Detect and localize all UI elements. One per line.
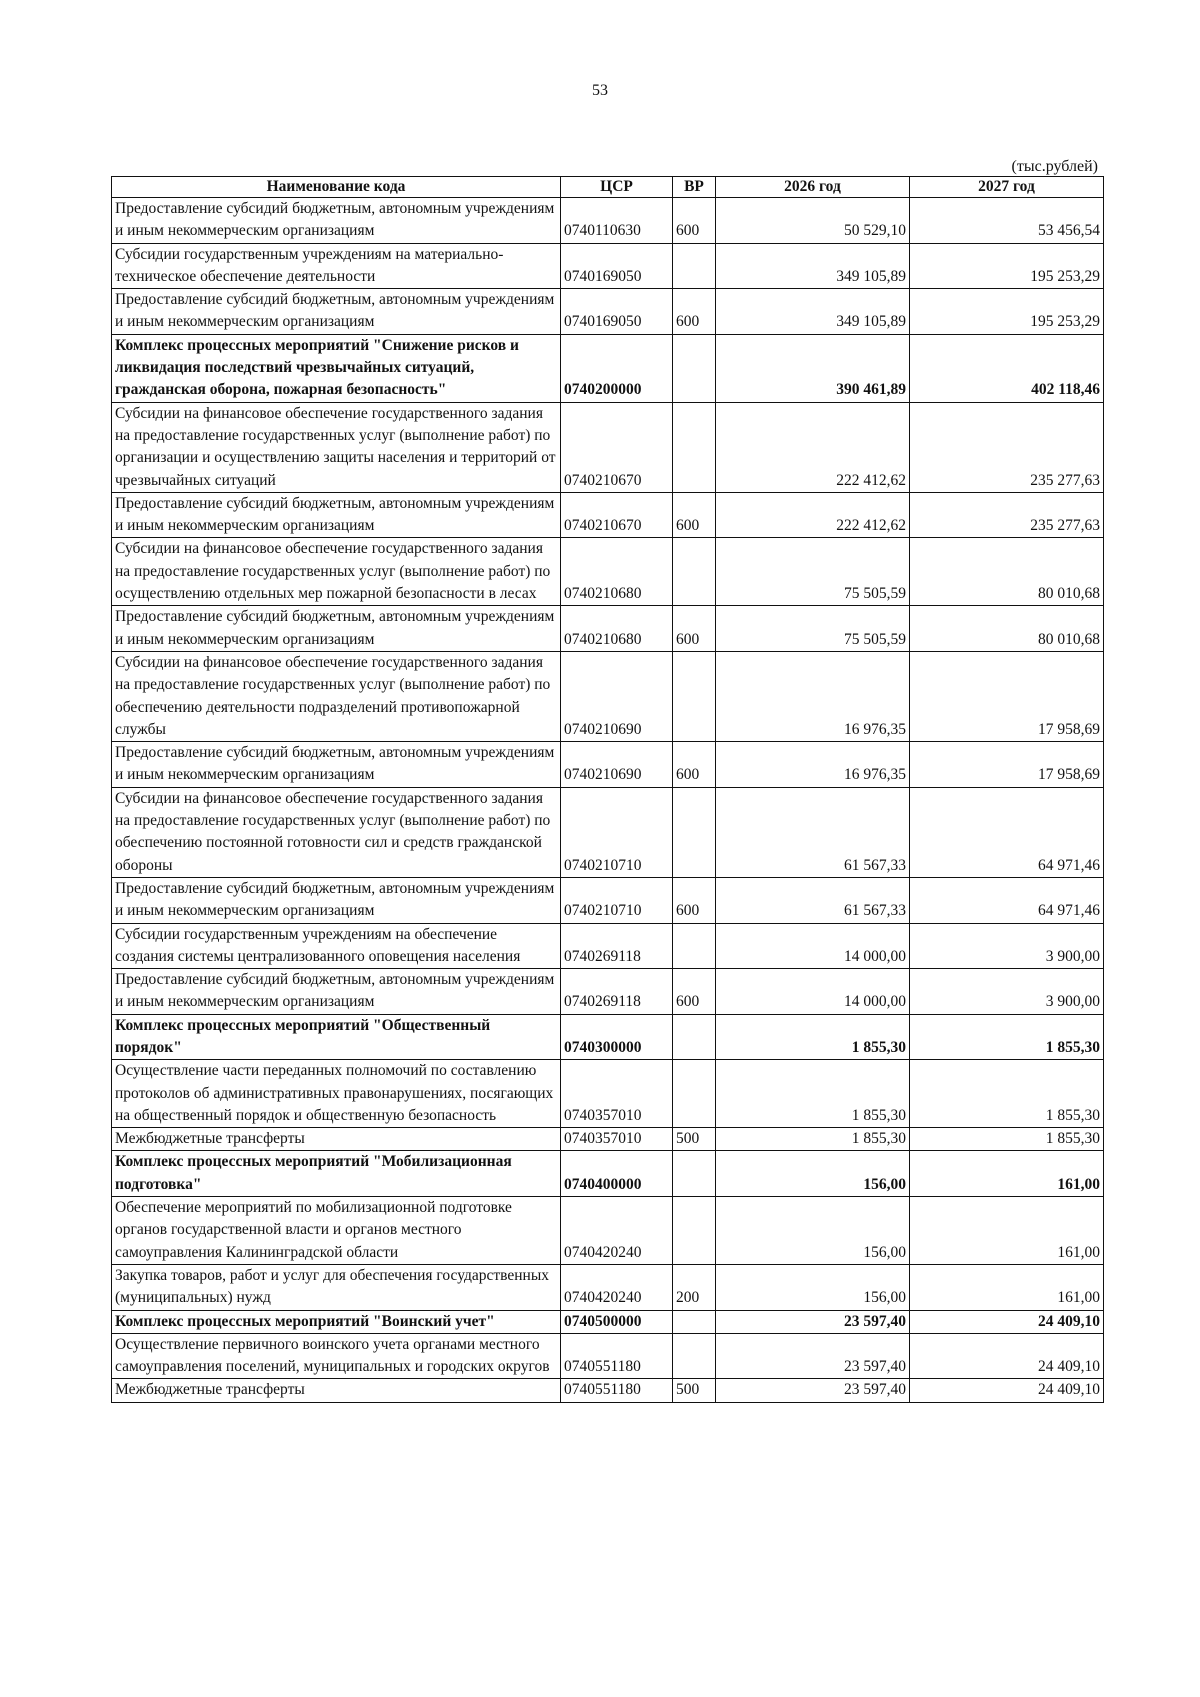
row-name: Обеспечение мероприятий по мобилизационной подготовке органов государственной власти и органов местного самоуправления Калининградской области: [112, 1197, 561, 1265]
row-2026: 390 461,89: [716, 334, 910, 402]
row-2026: 16 976,35: [716, 651, 910, 741]
row-2027: 80 010,68: [910, 606, 1104, 652]
table-header-row: [112, 177, 1104, 198]
row-2026: 14 000,00: [716, 969, 910, 1015]
row-2027: 195 253,29: [910, 243, 1104, 289]
row-name: Предоставление субсидий бюджетным, автономным учреждениям и иным некоммерческим организациям: [112, 492, 561, 538]
table-row: [112, 606, 1104, 652]
row-csr: 0740110630: [561, 198, 673, 244]
row-name: Субсидии на финансовое обеспечение государственного задания на предоставление государственных услуг (выполнение работ) по обеспечению деятельности подразделений противопожарной службы: [112, 651, 561, 741]
row-vr: 600: [673, 492, 716, 538]
table-body: [112, 198, 1104, 1403]
row-2026: 61 567,33: [716, 877, 910, 923]
row-csr: 0740357010: [561, 1128, 673, 1151]
table-row: [112, 334, 1104, 402]
table-row: [112, 969, 1104, 1015]
table-row: [112, 877, 1104, 923]
table-row: [112, 1060, 1104, 1128]
row-name: Предоставление субсидий бюджетным, автономным учреждениям и иным некоммерческим организациям: [112, 742, 561, 788]
row-2027: 17 958,69: [910, 742, 1104, 788]
row-name: Предоставление субсидий бюджетным, автономным учреждениям и иным некоммерческим организациям: [112, 606, 561, 652]
row-2026: 156,00: [716, 1151, 910, 1197]
row-csr: 0740210690: [561, 742, 673, 788]
row-2027: 195 253,29: [910, 289, 1104, 335]
row-csr: 0740169050: [561, 289, 673, 335]
row-2027: 80 010,68: [910, 538, 1104, 606]
table-row: [112, 492, 1104, 538]
table-row: [112, 1197, 1104, 1265]
row-2026: 349 105,89: [716, 243, 910, 289]
row-name: Предоставление субсидий бюджетным, автономным учреждениям и иным некоммерческим организациям: [112, 877, 561, 923]
row-2027: 24 409,10: [910, 1379, 1104, 1402]
row-name: Комплекс процессных мероприятий "Снижение рисков и ликвидация последствий чрезвычайных ситуаций, гражданская оборона, пожарная безопасность": [112, 334, 561, 402]
row-csr: 0740400000: [561, 1151, 673, 1197]
row-vr: [673, 787, 716, 877]
budget-table: [111, 176, 1104, 1403]
row-csr: 0740357010: [561, 1060, 673, 1128]
row-2027: 1 855,30: [910, 1060, 1104, 1128]
table-row: [112, 538, 1104, 606]
row-csr: 0740210670: [561, 492, 673, 538]
row-2026: 156,00: [716, 1264, 910, 1310]
row-vr: 500: [673, 1379, 716, 1402]
table-row: [112, 1151, 1104, 1197]
row-2027: 161,00: [910, 1151, 1104, 1197]
row-2027: 161,00: [910, 1197, 1104, 1265]
row-vr: [673, 651, 716, 741]
row-vr: [673, 1014, 716, 1060]
row-2026: 1 855,30: [716, 1060, 910, 1128]
row-vr: [673, 243, 716, 289]
row-vr: [673, 923, 716, 969]
row-csr: 0740551180: [561, 1333, 673, 1379]
row-2027: 235 277,63: [910, 492, 1104, 538]
row-csr: 0740420240: [561, 1197, 673, 1265]
row-name: Комплекс процессных мероприятий "Мобилизационная подготовка": [112, 1151, 561, 1197]
row-csr: 0740169050: [561, 243, 673, 289]
table-row: [112, 787, 1104, 877]
row-name: Предоставление субсидий бюджетным, автономным учреждениям и иным некоммерческим организациям: [112, 969, 561, 1015]
row-vr: [673, 1333, 716, 1379]
page-number: 53: [592, 82, 608, 99]
row-name: Предоставление субсидий бюджетным, автономным учреждениям и иным некоммерческим организациям: [112, 198, 561, 244]
table-row: [112, 1264, 1104, 1310]
row-vr: [673, 1197, 716, 1265]
table-row: [112, 923, 1104, 969]
row-name: Субсидии на финансовое обеспечение государственного задания на предоставление государственных услуг (выполнение работ) по обеспечению постоянной готовности сил и средств гражданской обороны: [112, 787, 561, 877]
row-2026: 14 000,00: [716, 923, 910, 969]
row-name: Субсидии государственным учреждениям на обеспечение создания системы централизованного оповещения населения: [112, 923, 561, 969]
units-label: (тыс.рублей): [1011, 158, 1098, 175]
row-csr: 0740210680: [561, 538, 673, 606]
row-2027: 24 409,10: [910, 1333, 1104, 1379]
row-vr: 600: [673, 289, 716, 335]
row-2027: 1 855,30: [910, 1128, 1104, 1151]
row-2027: 64 971,46: [910, 787, 1104, 877]
row-csr: 0740269118: [561, 969, 673, 1015]
row-2027: 402 118,46: [910, 334, 1104, 402]
header-vr: ВР: [673, 177, 716, 198]
row-name: Межбюджетные трансферты: [112, 1379, 561, 1402]
header-csr: ЦСР: [561, 177, 673, 198]
row-csr: 0740420240: [561, 1264, 673, 1310]
row-csr: 0740210690: [561, 651, 673, 741]
row-vr: 600: [673, 198, 716, 244]
row-2026: 156,00: [716, 1197, 910, 1265]
table-row: [112, 243, 1104, 289]
row-2026: 16 976,35: [716, 742, 910, 788]
row-name: Осуществление части переданных полномочий по составлению протоколов об административных правонарушениях, посягающих на общественный порядок и общественную безопасность: [112, 1060, 561, 1128]
row-2026: 222 412,62: [716, 402, 910, 492]
table-row: [112, 1310, 1104, 1333]
row-vr: [673, 402, 716, 492]
row-2027: 1 855,30: [910, 1014, 1104, 1060]
row-name: Закупка товаров, работ и услуг для обеспечения государственных (муниципальных) нужд: [112, 1264, 561, 1310]
row-csr: 0740210680: [561, 606, 673, 652]
row-2026: 50 529,10: [716, 198, 910, 244]
row-vr: 600: [673, 877, 716, 923]
table-row: [112, 651, 1104, 741]
row-vr: 200: [673, 1264, 716, 1310]
row-vr: [673, 334, 716, 402]
row-2027: 3 900,00: [910, 923, 1104, 969]
row-vr: 600: [673, 606, 716, 652]
row-csr: 0740200000: [561, 334, 673, 402]
row-csr: 0740269118: [561, 923, 673, 969]
table-row: [112, 742, 1104, 788]
table-row: [112, 402, 1104, 492]
row-csr: 0740210710: [561, 787, 673, 877]
row-csr: 0740551180: [561, 1379, 673, 1402]
row-name: Осуществление первичного воинского учета органами местного самоуправления поселений, муниципальных и городских округов: [112, 1333, 561, 1379]
table-row: [112, 289, 1104, 335]
row-csr: 0740500000: [561, 1310, 673, 1333]
row-csr: 0740210710: [561, 877, 673, 923]
row-2027: 53 456,54: [910, 198, 1104, 244]
row-2027: 24 409,10: [910, 1310, 1104, 1333]
row-name: Комплекс процессных мероприятий "Воинский учет": [112, 1310, 561, 1333]
row-2026: 1 855,30: [716, 1128, 910, 1151]
row-name: Комплекс процессных мероприятий "Общественный порядок": [112, 1014, 561, 1060]
row-2026: 222 412,62: [716, 492, 910, 538]
row-2026: 61 567,33: [716, 787, 910, 877]
row-vr: 600: [673, 969, 716, 1015]
row-2027: 235 277,63: [910, 402, 1104, 492]
row-name: Субсидии на финансовое обеспечение государственного задания на предоставление государственных услуг (выполнение работ) по организации и осуществлению защиты населения и территорий от чрезвычайных ситуаций: [112, 402, 561, 492]
row-name: Субсидии на финансовое обеспечение государственного задания на предоставление государственных услуг (выполнение работ) по осуществлению отдельных мер пожарной безопасности в лесах: [112, 538, 561, 606]
header-2026: 2026 год: [716, 177, 910, 198]
row-2026: 349 105,89: [716, 289, 910, 335]
table-row: [112, 1379, 1104, 1402]
row-2027: 161,00: [910, 1264, 1104, 1310]
row-vr: 500: [673, 1128, 716, 1151]
row-2027: 17 958,69: [910, 651, 1104, 741]
row-vr: [673, 1151, 716, 1197]
row-2027: 64 971,46: [910, 877, 1104, 923]
row-2026: 23 597,40: [716, 1333, 910, 1379]
table-row: [112, 1128, 1104, 1151]
row-2026: 1 855,30: [716, 1014, 910, 1060]
row-name: Предоставление субсидий бюджетным, автономным учреждениям и иным некоммерческим организациям: [112, 289, 561, 335]
row-vr: 600: [673, 742, 716, 788]
row-vr: [673, 1060, 716, 1128]
row-2027: 3 900,00: [910, 969, 1104, 1015]
row-2026: 75 505,59: [716, 606, 910, 652]
table-row: [112, 1333, 1104, 1379]
row-csr: 0740210670: [561, 402, 673, 492]
row-vr: [673, 538, 716, 606]
row-2026: 23 597,40: [716, 1310, 910, 1333]
row-name: Межбюджетные трансферты: [112, 1128, 561, 1151]
row-2026: 23 597,40: [716, 1379, 910, 1402]
row-2026: 75 505,59: [716, 538, 910, 606]
header-name: Наименование кода: [112, 177, 561, 198]
table-row: [112, 198, 1104, 244]
header-2027: 2027 год: [910, 177, 1104, 198]
row-vr: [673, 1310, 716, 1333]
row-name: Субсидии государственным учреждениям на материально-техническое обеспечение деятельности: [112, 243, 561, 289]
table-row: [112, 1014, 1104, 1060]
row-csr: 0740300000: [561, 1014, 673, 1060]
